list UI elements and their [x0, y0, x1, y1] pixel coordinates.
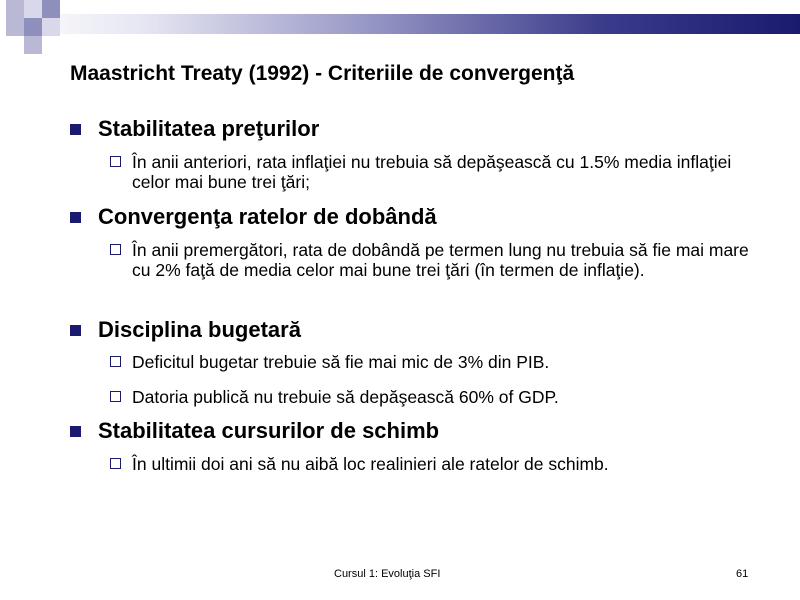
criterion-heading-label: Convergenţa ratelor de dobândă: [98, 204, 437, 229]
criterion-point: [110, 240, 770, 280]
square-bullet-icon: [70, 426, 81, 437]
criterion-point-text: În anii anteriori, rata inflaţiei nu trebuia să depăşească cu 1.5% media inflaţiei celor mai bune trei ţări;: [132, 152, 732, 192]
square-bullet-icon: [70, 325, 81, 336]
criterion-heading-label: Stabilitatea cursurilor de schimb: [98, 418, 440, 443]
criterion-point: [110, 387, 770, 407]
criterion-point: [110, 152, 770, 192]
hollow-square-bullet-icon: [110, 356, 121, 367]
decor-square: [24, 0, 42, 18]
hollow-square-bullet-icon: [110, 458, 121, 469]
decor-square: [42, 0, 60, 18]
criterion-heading-label: Disciplina bugetară: [98, 317, 301, 342]
decor-square: [6, 0, 24, 18]
slide-title: Maastricht Treaty (1992) - Criteriile de convergenţă: [70, 62, 575, 85]
hollow-square-bullet-icon: [110, 391, 121, 402]
hollow-square-bullet-icon: [110, 244, 121, 255]
square-bullet-icon: [70, 212, 81, 223]
slide-footer: Cursul 1: Evoluţia SFI: [334, 568, 441, 580]
criterion-point-text: Deficitul bugetar trebuie să fie mai mic de 3% din PIB.: [132, 352, 550, 372]
criterion-point: [110, 352, 770, 372]
criterion-point: [110, 454, 770, 474]
criterion-point-text: Datoria publică nu trebuie să depăşească 60% of GDP.: [132, 387, 559, 407]
square-bullet-icon: [70, 124, 81, 135]
decor-square: [24, 36, 42, 54]
decor-square: [6, 18, 24, 36]
page-number: 61: [736, 568, 749, 580]
decor-square: [24, 18, 42, 36]
criterion-heading-label: Stabilitatea preţurilor: [98, 116, 320, 141]
criterion-point-text: În ultimii doi ani să nu aibă loc realinieri ale ratelor de schimb.: [132, 454, 609, 474]
criterion-point-text: În anii premergători, rata de dobândă pe termen lung nu trebuia să fie mai mare cu 2% faţă de media celor mai bune trei ţări (în termen de inflaţie).: [132, 240, 749, 280]
decor-square: [42, 18, 60, 36]
hollow-square-bullet-icon: [110, 156, 121, 167]
header-gradient-band: [0, 14, 800, 34]
